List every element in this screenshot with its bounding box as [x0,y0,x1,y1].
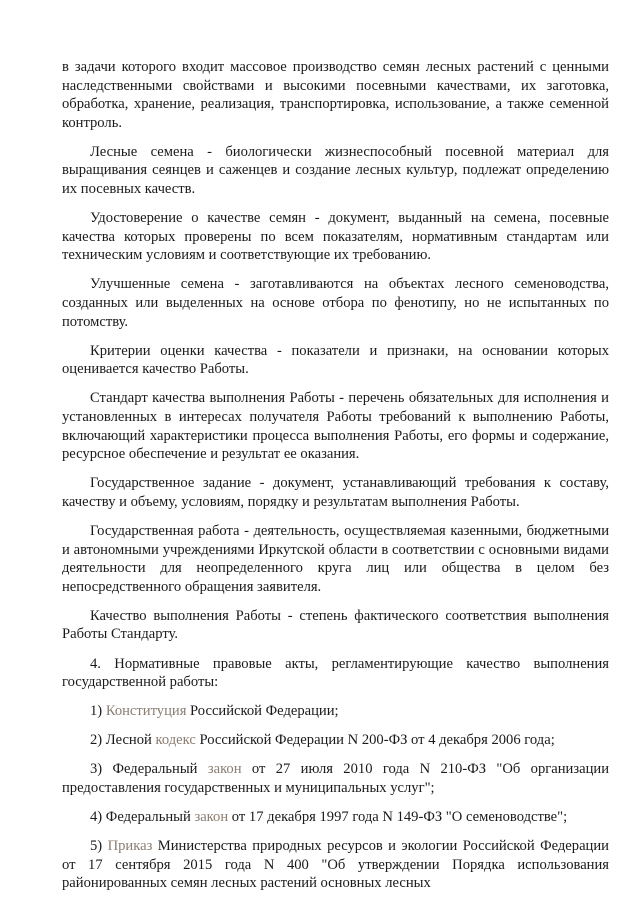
paragraph-seed-quality-certificate: Удостоверение о качестве семян - документ, выданный на семена, посевные качества которых проверены по всем показателям, нормативным стандартам или техническим условиям и соответствующие их требованию. [62,210,609,264]
paragraph-work-quality: Качество выполнения Работы - степень фактического соответствия выполнения Работы Стандарту. [62,607,609,643]
act-suffix: от 27 июля 2010 года N 210-ФЗ "Об организации предоставления государственных и муниципальных услуг"; [62,761,610,796]
paragraph-forest-seeds-definition: Лесные семена - биологически жизнеспособный посевной материал для выращивания сеянцев и саженцев и создание лесных культур, подлежат определению их посевных качеств. [62,143,609,198]
forest-code-link[interactable]: кодекс [155,732,196,749]
list-item-forest-code [62,731,609,750]
paragraph-quality-criteria: Критерии оценки качества - показатели и признаки, на основании которых оценивается качество Работы. [62,342,609,378]
paragraph-legal-acts-heading: 4. Нормативные правовые акты, регламентирующие качество выполнения государственной работы: [62,655,609,691]
list-item-law-210 [62,760,609,797]
paragraph-improved-seeds: Улучшенные семена - заготавливаются на объектах лесного семеноводства, созданных или выделенных на основе отбора по фенотипу, но не испытанных по потомству. [62,276,609,330]
paragraph-quality-standard: Стандарт качества выполнения Работы - перечень обязательных для исполнения и установленных в интересах получателя Работы требований к выполнению Работы, включающий характеристики процесса выполнения Работы, его формы и содержание, ресурсное обеспечение и результат ее оказания. [62,390,609,463]
constitution-link[interactable]: Конституция [105,703,187,720]
list-item-order-400 [62,837,609,893]
document-page [62,58,609,903]
paragraph-state-assignment: Государственное задание - документ, устанавливающий требования к составу, качеству и объему, условиям, порядку и результатам выполнения Работы. [62,475,609,510]
list-item-law-149 [62,808,609,827]
act-prefix: 5) [90,838,108,855]
act-suffix: Российской Федерации; [186,703,339,720]
act-prefix: 3) Федеральный [90,761,208,778]
paragraph-seed-production-tasks: в задачи которого входит массовое производство семян лесных растений с ценными наследственными свойствами и высокими посевными качествами, их заготовка, обработка, хранение, реализация, транспортировка, использование, а также семенной контроль. [62,59,609,131]
act-suffix: Российской Федерации N 200-ФЗ от 4 декабря 2006 года; [195,732,555,749]
list-item-constitution [62,702,609,721]
act-suffix: от 17 декабря 1997 года N 149-ФЗ "О семеноводстве"; [228,809,568,826]
act-prefix: 2) Лесной [90,732,156,749]
order-400-link[interactable]: Приказ [107,838,153,855]
law-149-link[interactable]: закон [194,809,229,826]
act-prefix: 4) Федеральный [90,809,195,826]
law-210-link[interactable]: закон [207,761,242,778]
act-suffix: Министерства природных ресурсов и экологии Российской Федерации от 17 сентября 2015 года N 400 "Об утверждении Порядка использования районированных семян лесных растений основных лесных [62,838,609,892]
act-prefix: 1) [90,703,106,720]
paragraph-state-work: Государственная работа - деятельность, осуществляемая казенными, бюджетными и автономными учреждениями Иркутской области в соответствии с основными видами деятельности для неопределенного круга лиц или общества в целом без непосредственного обращения заявителя. [62,522,609,595]
